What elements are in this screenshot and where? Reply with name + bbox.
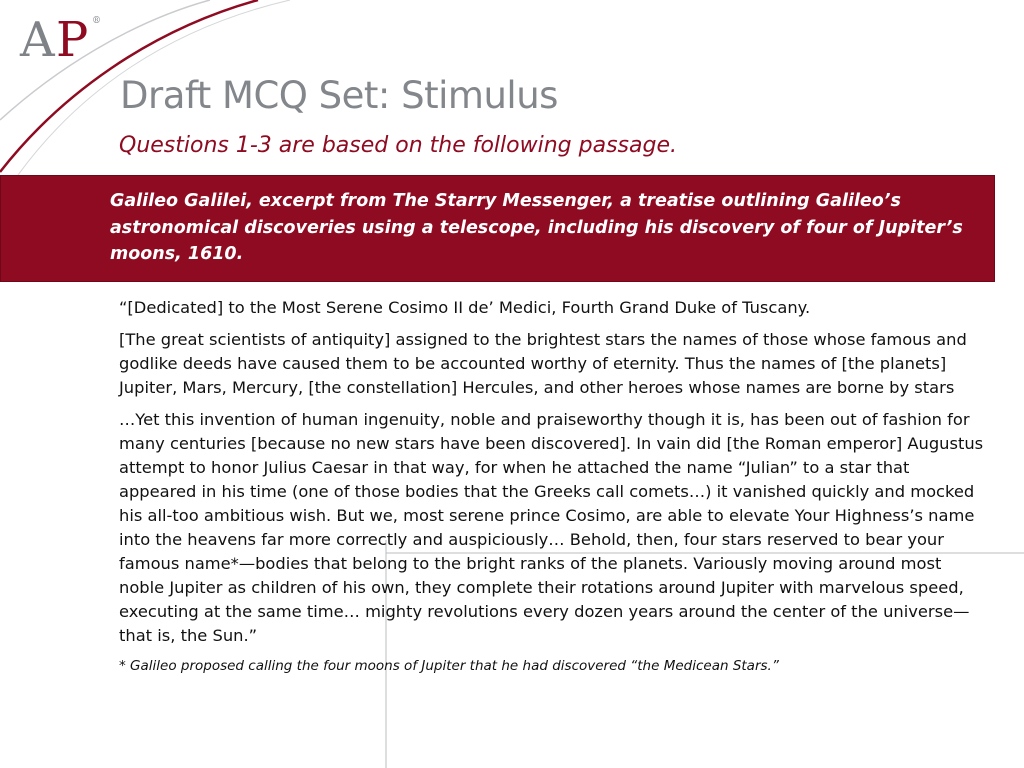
passage-paragraph-1: “[Dedicated] to the Most Serene Cosimo II de’ Medici, Fourth Grand Duke of Tuscany. <box>119 298 811 317</box>
passage-paragraph-2: [The great scientists of antiquity] assigned to the brightest stars the names of those whose famous and godlike deeds have caused them to be accounted worthy of eternity. Thus the names of [the planets] Jupiter, Mars, Mercury, [the constellation] Hercules, and other heroes whose names are borne by stars <box>119 330 967 397</box>
source-banner <box>0 175 995 282</box>
passage-body <box>119 296 989 684</box>
slide-subtitle: Questions 1-3 are based on the following passage. <box>119 133 677 158</box>
logo-letter-a: A <box>20 12 51 68</box>
logo-letter-p: P <box>56 12 89 68</box>
ap-logo <box>20 14 100 68</box>
passage-paragraph-3: …Yet this invention of human ingenuity, noble and praiseworthy though it is, has been out of fashion for many centuries [because no new stars have been discovered]. In vain did [the Roman emperor] Augustus attempt to honor Julius Caesar in that way, for when he attached the name “Julian” to a star that appeared in his time (one of those bodies that the Greeks call comets…) it vanished quickly and mocked his all-too ambitious wish. But we, most serene prince Cosimo, are able to elevate Your Highness’s name into the heavens far more correctly and auspiciously… Behold, then, four stars reserved to bear your famous name*—bodies that belong to the bright ranks of the planets. Variously moving around most noble Jupiter as children of his own, they complete their rotations around Jupiter with marvelous speed, executing at the same time… mighty revolutions every dozen years around the center of the universe—that is, the Sun.” <box>119 410 984 645</box>
source-citation: Galileo Galilei, excerpt from The Starry Messenger, a treatise outlining Galileo’s astronomical discoveries using a telescope, including his discovery of four of Jupiter’s moons, 1610. <box>110 191 963 264</box>
logo-registered-mark: ® <box>92 16 101 26</box>
passage-footnote: * Galileo proposed calling the four moons of Jupiter that he had discovered “the Medicean Stars.” <box>119 658 779 674</box>
slide-title: Draft MCQ Set: Stimulus <box>120 74 558 117</box>
